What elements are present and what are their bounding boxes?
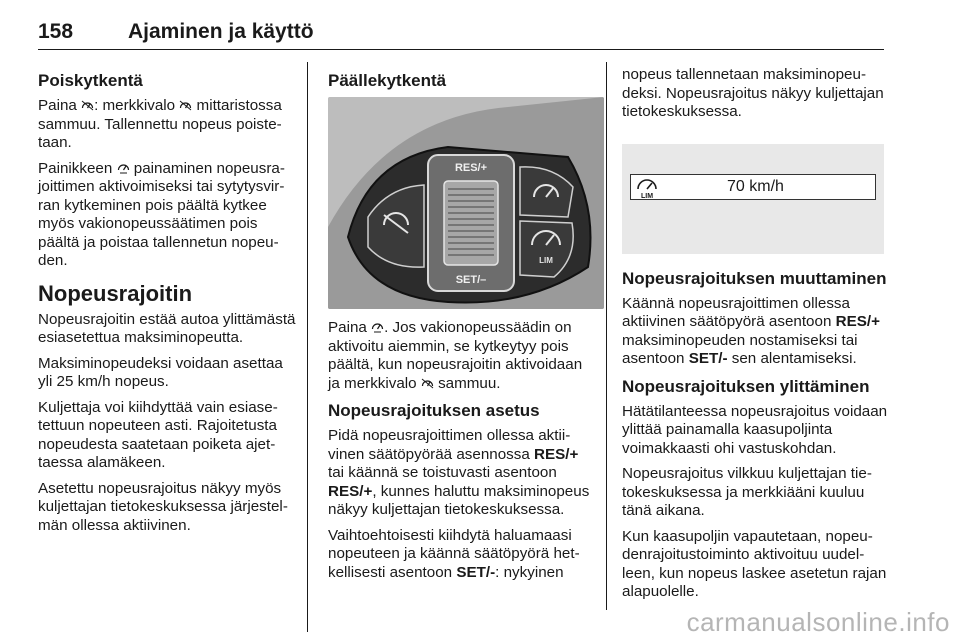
heading-switch-off: Poiskytkentä <box>38 71 143 90</box>
driver-info-display <box>622 144 884 254</box>
limiter-indicator-icon <box>179 99 192 111</box>
column-2 <box>328 66 596 589</box>
paragraph-flashing: Nopeusrajoitus vilkkuu kuljettajan tietokeskuksessa ja merkkiääni kuuluu tänä aikana. <box>622 465 872 519</box>
page-title: Ajaminen ja käyttö <box>128 20 314 43</box>
paragraph-press-button: Paina . Jos vakionopeussäädin on aktivoitu aiemmin, se kytkeytyy pois päältä, kun nopeusrajoitin aktivoidaan ja merkkivalo sammuu. <box>328 319 583 392</box>
paragraph-alternative: Vaihtoehtoisesti kiihdytä haluamaasi nopeuteen ja käännä säätöpyörä hetkellisesti asentoon SET/-: nykyinen <box>328 526 580 581</box>
photo-lim-label: LIM <box>539 256 553 265</box>
display-bar <box>630 174 876 200</box>
display-speed: 70 km/h <box>727 177 784 195</box>
watermark: carmanualsonline.info <box>686 607 950 637</box>
paragraph-change-limit: Käännä nopeusrajoittimen ollessa aktiivinen säätöpyörä asentoon RES/+ maksiminopeuden nostamiseksi tai asentoon SET/- sen alentamiseksi. <box>622 294 880 367</box>
steering-wheel-controls-photo <box>328 97 604 309</box>
heading-speed-limiter: Nopeusrajoitin <box>38 280 193 306</box>
page-number: 158 <box>38 20 74 43</box>
paragraph-acceleration: Kuljettaja voi kiihdyttää vain esiasetettuun nopeuteen asti. Rajoitetusta nopeudesta saatetaan poiketa ajettaessa alamäkeen. <box>38 398 278 471</box>
paragraph-switch-off: Paina : merkkivalo mittaristossa sammuu. Tallennettu nopeus poistetaan. <box>38 97 282 151</box>
cruise-control-indicator-icon <box>421 377 434 389</box>
paragraph-continued: nopeus tallennetaan maksiminopeudeksi. Nopeusrajoitus näkyy kuljettajan tietokeskuksessa. <box>622 66 884 120</box>
paragraph-set-limit: Pidä nopeusrajoittimen ollessa aktiivinen säätöpyörää asennossa RES/+ tai käännä se toistuvasti asentoon RES/+, kunnes haluttu maksiminopeus näkyy kuljettajan tietokeskuksessa. <box>328 427 590 518</box>
heading-change-limit: Nopeusrajoituksen muuttaminen <box>622 268 887 288</box>
column-divider-2 <box>606 62 607 610</box>
paragraph-limiter-intro: Nopeusrajoitin estää autoa ylittämästä esiasetettua maksiminopeutta. <box>38 310 296 346</box>
res-label: RES/+ <box>454 162 488 174</box>
column-divider-1 <box>307 62 308 632</box>
limiter-button-icon <box>117 162 130 174</box>
paragraph-max-speed: Maksiminopeudeksi voidaan asettaa yli 25 km/h nopeus. <box>38 354 283 390</box>
column-3 <box>622 66 888 609</box>
page-header <box>38 16 884 50</box>
set-label: SET/– <box>455 274 487 286</box>
heading-set-limit: Nopeusrajoituksen asetus <box>328 401 540 420</box>
heading-exceed-limit: Nopeusrajoituksen ylittäminen <box>622 376 870 396</box>
speed-limiter-icon <box>635 177 659 199</box>
paragraph-display: Asetettu nopeusrajoitus näkyy myös kuljettajan tietokeskuksessa järjestelmän ollessa aktiivinen. <box>38 479 288 534</box>
column-1 <box>38 66 300 542</box>
paragraph-button-press: Painikkeen painaminen nopeusrajoittimen aktivoimiseksi tai sytytysvirran kytkeminen pois päältä kytkee myös vakionopeussäätimen pois päältä ja poistaa tallennetun nopeuden. <box>38 159 285 269</box>
paragraph-release-pedal: Kun kaasupoljin vapautetaan, nopeudenrajoitustoiminto aktivoituu uudelleen, kun nopeus laskee asetetun rajan alapuolelle. <box>622 527 887 600</box>
display-lim-label: LIM <box>640 192 654 199</box>
paragraph-emergency: Hätätilanteessa nopeusrajoitus voidaan ylittää painamalla kaasupoljinta voimakkaasti ohi vastuskohdan. <box>622 402 888 457</box>
limiter-off-icon <box>81 99 94 111</box>
heading-switch-on: Päällekytkentä <box>328 71 447 90</box>
limiter-button-icon <box>371 321 384 333</box>
